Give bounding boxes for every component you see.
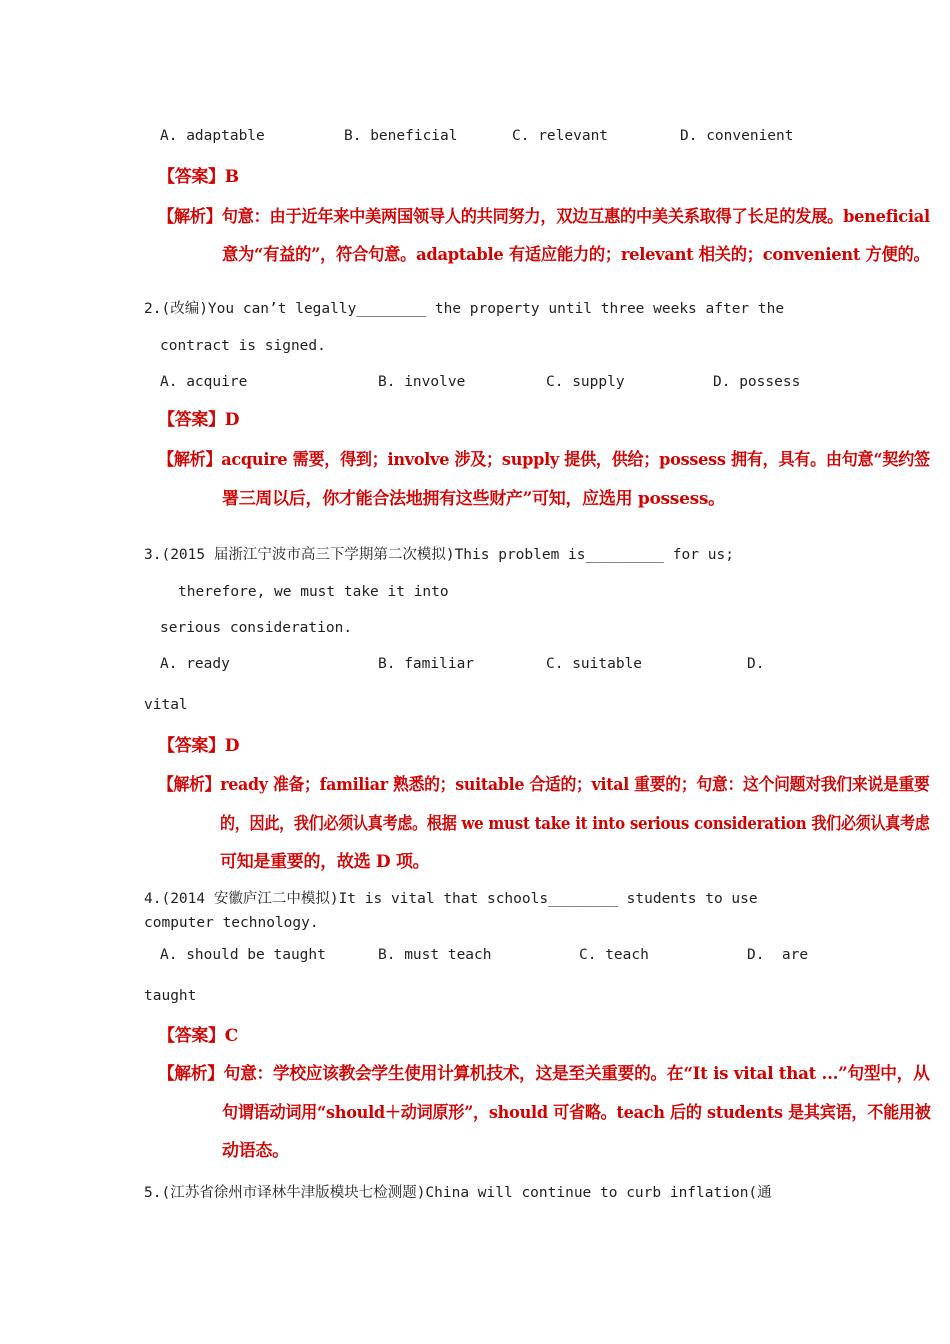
q2-option-c: C. supply (546, 374, 625, 390)
q4-option-b: B. must teach (378, 947, 492, 963)
q3-option-d: D. (747, 656, 765, 672)
q2-stem-line: contract is signed. (160, 338, 326, 354)
q1-option-a: A. adaptable (160, 128, 265, 144)
q4-stem-line: computer technology. (144, 915, 319, 931)
q3-option-a: A. ready (160, 656, 230, 672)
q2-analysis-line: 【解析】acquire 需要，得到；involve 涉及；supply 提供，供给；possess 拥有，具有。由句意“契约签 (158, 450, 930, 470)
q4-option-a-wrap: taught (144, 988, 197, 1004)
q1-option-c: C. relevant (512, 128, 609, 144)
q1-answer: 【答案】B (158, 167, 239, 187)
q3-analysis-line: 的，因此，我们必须认真考虑。根据 we must take it into serious consideration 我们必须认真考虑 (220, 814, 930, 834)
q3-analysis-line: 【解析】ready 准备；familiar 熟悉的；suitable 合适的；vital 重要的；句意：这个问题对我们来说是重要 (158, 775, 930, 795)
q2-answer: 【答案】D (158, 410, 240, 430)
q4-option-c: C. teach (579, 947, 649, 963)
q4-analysis-line: 句谓语动词用“should＋动词原形”，should 可省略。teach 后的 students 是其宾语，不能用被 (222, 1103, 931, 1123)
q1-option-b: B. beneficial (344, 128, 458, 144)
q4-option-d: D. are (747, 947, 809, 963)
q3-analysis-line: 可知是重要的，故选 D 项。 (220, 852, 430, 872)
q4-stem-line: 4.(2014 安徽庐江二中模拟)It is vital that schools________ students to use (144, 891, 758, 907)
q5-stem-line: 5.(江苏省徐州市译林牛津版模块七检测题)China will continue to curb inflation(通 (144, 1185, 772, 1201)
q1-analysis-line: 意为“有益的”，符合句意。adaptable 有适应能力的；relevant 相关的；convenient 方便的。 (222, 245, 930, 265)
q3-option-d-wrap: vital (144, 697, 188, 713)
q4-analysis-line: 【解析】句意：学校应该教会学生使用计算机技术，这是至关重要的。在“It is vital that ...”句型中，从 (158, 1064, 930, 1084)
q4-option-a: A. should be taught (160, 947, 326, 963)
q3-answer: 【答案】D (158, 736, 240, 756)
q3-stem-line: 3.(2015 届浙江宁波市高三下学期第二次模拟)This problem is_________ for us; (144, 547, 734, 563)
q2-option-b: B. involve (378, 374, 466, 390)
q1-analysis-line: 【解析】句意：由于近年来中美两国领导人的共同努力，双边互惠的中美关系取得了长足的发展。beneficial (158, 207, 930, 227)
q4-analysis-line: 动语态。 (222, 1141, 289, 1161)
q3-stem-line: serious consideration. (160, 620, 353, 636)
q2-option-d: D. possess (713, 374, 801, 390)
q3-option-b: B. familiar (378, 656, 475, 672)
q2-option-a: A. acquire (160, 374, 248, 390)
q2-analysis-line: 署三周以后，你才能合法地拥有这些财产”可知，应选用 possess。 (222, 489, 725, 509)
q2-stem-line: 2.(改编)You can’t legally________ the property until three weeks after the (144, 301, 785, 317)
q1-option-d: D. convenient (680, 128, 794, 144)
q3-stem-line: therefore, we must take it into (178, 584, 449, 600)
q3-option-c: C. suitable (546, 656, 643, 672)
q4-answer: 【答案】C (158, 1026, 239, 1046)
